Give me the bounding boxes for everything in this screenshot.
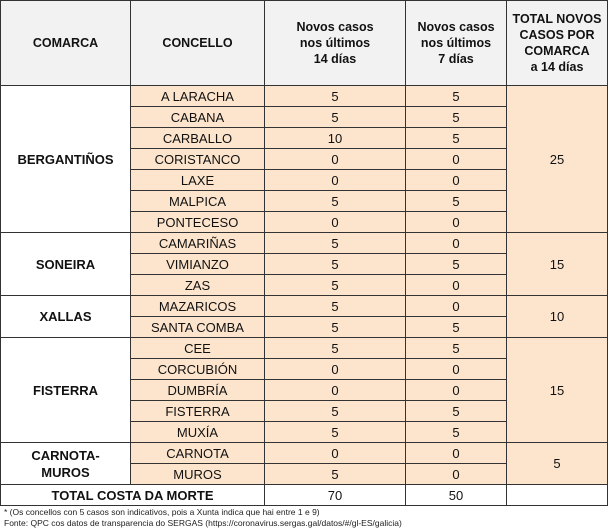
cases-7-cell: 0 xyxy=(406,296,507,317)
concello-cell: MALPICA xyxy=(131,191,265,212)
concello-cell: MUROS xyxy=(131,464,265,485)
concello-cell: FISTERRA xyxy=(131,401,265,422)
cases-14-cell: 0 xyxy=(265,149,406,170)
cases-7-cell: 0 xyxy=(406,359,507,380)
cases-7-cell: 5 xyxy=(406,254,507,275)
cases-14-cell: 0 xyxy=(265,170,406,191)
cases-7-cell: 0 xyxy=(406,212,507,233)
table-row xyxy=(1,296,608,317)
header-concello: CONCELLO xyxy=(131,1,265,86)
concello-cell: CEE xyxy=(131,338,265,359)
concello-cell: MUXÍA xyxy=(131,422,265,443)
cases-7-cell: 0 xyxy=(406,149,507,170)
comarca-total-cell: 15 xyxy=(507,338,608,443)
concello-cell: DUMBRÍA xyxy=(131,380,265,401)
concello-cell: CARBALLO xyxy=(131,128,265,149)
table-row xyxy=(1,233,608,254)
total-empty-cell xyxy=(507,485,608,506)
header-cases-14: Novos casos nos últimos 14 días xyxy=(265,1,406,86)
total-label: TOTAL COSTA DA MORTE xyxy=(1,485,265,506)
cases-14-cell: 0 xyxy=(265,380,406,401)
concello-cell: CAMARIÑAS xyxy=(131,233,265,254)
cases-14-cell: 5 xyxy=(265,233,406,254)
concello-cell: CORISTANCO xyxy=(131,149,265,170)
cases-7-cell: 0 xyxy=(406,464,507,485)
footnotes xyxy=(4,507,402,529)
cases-14-cell: 5 xyxy=(265,317,406,338)
cases-14-cell: 5 xyxy=(265,296,406,317)
cases-14-cell: 5 xyxy=(265,275,406,296)
header-total: TOTAL NOVOS CASOS POR COMARCA a 14 días xyxy=(507,1,608,86)
cases-7-cell: 0 xyxy=(406,380,507,401)
cases-14-cell: 5 xyxy=(265,401,406,422)
cases-14-cell: 5 xyxy=(265,464,406,485)
concello-cell: CORCUBIÓN xyxy=(131,359,265,380)
concello-cell: SANTA COMBA xyxy=(131,317,265,338)
header-row xyxy=(1,1,608,86)
concello-cell: CARNOTA xyxy=(131,443,265,464)
cases-7-cell: 0 xyxy=(406,170,507,191)
cases-14-cell: 5 xyxy=(265,338,406,359)
cases-14-cell: 5 xyxy=(265,107,406,128)
footnote-source: Fonte: QPC cos datos de transparencia do SERGAS (https://coronavirus.sergas.gal/datos/#/gl-ES/galicia) xyxy=(4,518,402,528)
concello-cell: ZAS xyxy=(131,275,265,296)
cases-7-cell: 5 xyxy=(406,338,507,359)
comarca-total-cell: 5 xyxy=(507,443,608,485)
table-row xyxy=(1,443,608,464)
table-body xyxy=(1,86,608,485)
cases-7-cell: 5 xyxy=(406,191,507,212)
total-row xyxy=(1,485,608,506)
concello-cell: CABANA xyxy=(131,107,265,128)
concello-cell: A LARACHA xyxy=(131,86,265,107)
cases-14-cell: 5 xyxy=(265,422,406,443)
cases-14-cell: 0 xyxy=(265,359,406,380)
comarca-total-cell: 10 xyxy=(507,296,608,338)
cases-7-cell: 0 xyxy=(406,443,507,464)
comarca-total-cell: 25 xyxy=(507,86,608,233)
concello-cell: VIMIANZO xyxy=(131,254,265,275)
cases-7-cell: 0 xyxy=(406,233,507,254)
table-row xyxy=(1,338,608,359)
comarca-cell: CARNOTA- MUROS xyxy=(1,443,131,485)
table-row xyxy=(1,86,608,107)
cases-7-cell: 5 xyxy=(406,107,507,128)
cases-14-cell: 10 xyxy=(265,128,406,149)
header-cases-7: Novos casos nos últimos 7 días xyxy=(406,1,507,86)
concello-cell: LAXE xyxy=(131,170,265,191)
concello-cell: PONTECESO xyxy=(131,212,265,233)
comarca-total-cell: 15 xyxy=(507,233,608,296)
comarca-cell: SONEIRA xyxy=(1,233,131,296)
total-cases-14: 70 xyxy=(265,485,406,506)
cases-7-cell: 5 xyxy=(406,422,507,443)
cases-7-cell: 0 xyxy=(406,275,507,296)
cases-14-cell: 0 xyxy=(265,212,406,233)
cases-7-cell: 5 xyxy=(406,128,507,149)
footnote-disclaimer: * (Os concellos con 5 casos son indicativos, pois a Xunta indica que hai entre 1 e 9) xyxy=(4,507,320,517)
comarca-cell: XALLAS xyxy=(1,296,131,338)
cases-7-cell: 5 xyxy=(406,401,507,422)
cases-14-cell: 0 xyxy=(265,443,406,464)
total-cases-7: 50 xyxy=(406,485,507,506)
header-comarca: COMARCA xyxy=(1,1,131,86)
cases-14-cell: 5 xyxy=(265,191,406,212)
comarca-cell: BERGANTIÑOS xyxy=(1,86,131,233)
cases-14-cell: 5 xyxy=(265,86,406,107)
concello-cell: MAZARICOS xyxy=(131,296,265,317)
comarca-cell: FISTERRA xyxy=(1,338,131,443)
cases-7-cell: 5 xyxy=(406,317,507,338)
cases-7-cell: 5 xyxy=(406,86,507,107)
cases-14-cell: 5 xyxy=(265,254,406,275)
